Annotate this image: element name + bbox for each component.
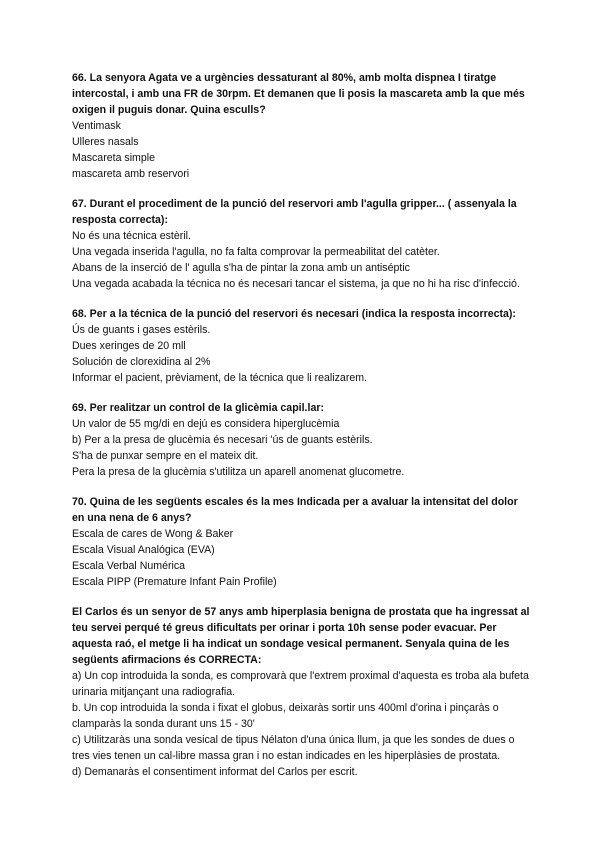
question-title: 70. Quina de les següents escales és la mes Indicada per a avaluar la intensitat del dolor en una nena de 6 anys?	[72, 496, 518, 524]
answer-option: b) Per a la presa de glucèmia és necesari 'ús de guants estèrils.	[72, 434, 373, 446]
question-67	[72, 196, 532, 292]
answer-option: Una vegada acabada la técnica no és necesari tancar el sistema, ja que no hi ha risc d'infecció.	[72, 278, 520, 290]
answer-options	[72, 668, 532, 780]
answer-option: Escala PIPP (Premature Infant Pain Profile)	[72, 576, 277, 588]
case-question-carlos	[72, 604, 532, 780]
answer-option: Pera la presa de la glucèmia s'utilitza un aparell anomenat glucometre.	[72, 466, 405, 478]
answer-option: Escala de cares de Wong & Baker	[72, 528, 234, 540]
answer-options	[72, 526, 532, 590]
question-title: 69. Per realitzar un control de la glicèmia capil.lar:	[72, 402, 324, 414]
answer-option: Ventimask	[72, 120, 121, 132]
question-69	[72, 400, 532, 480]
answer-option: Escala Verbal Numérica	[72, 560, 186, 572]
question-title: El Carlos és un senyor de 57 anys amb hiperplasia benigna de prostata que ha ingressat al teu servei perqué té greus dificultats per orinar i porta 10h sense poder evacuar. Per aquesta raó, el metge li ha indicat un sondage vesical permanent. Senyala quina de les següents afirmacions és CORRECTA:	[72, 606, 530, 666]
question-68	[72, 306, 532, 386]
document-page	[72, 70, 532, 794]
answer-option: Una vegada inserida l'agulla, no fa falta comprovar la permeabilitat del catèter.	[72, 246, 440, 258]
answer-option: mascareta amb reservori	[72, 168, 190, 180]
question-66	[72, 70, 532, 182]
question-title: 67. Durant el procediment de la punció del reservori amb l'agulla gripper... ( assenyala la resposta correcta):	[72, 198, 517, 226]
answer-option: Abans de la inserció de l' agulla s'ha de pintar la zona amb un antiséptic	[72, 262, 410, 274]
question-title: 68. Per a la técnica de la punció del reservori és necesari (indica la resposta incorrecta):	[72, 308, 516, 320]
answer-option: Informar el pacient, prèviament, de la técnica que li realizarem.	[72, 372, 368, 384]
answer-option: d) Demanaràs el consentiment informat del Carlos per escrit.	[72, 766, 358, 778]
answer-options	[72, 416, 532, 480]
answer-option: Mascareta simple	[72, 152, 156, 164]
answer-option: Ulleres nasals	[72, 136, 139, 148]
answer-option: Escala Visual Analógica (EVA)	[72, 544, 215, 556]
answer-options	[72, 322, 532, 386]
answer-option: Solución de clorexidina al 2%	[72, 356, 211, 368]
answer-option: No és una técnica estèril.	[72, 230, 191, 242]
answer-option: c) Utilitzaràs una sonda vesical de tipus Nélaton d'una única llum, ja que les sondes de dues o tres vies tenen un cal-libre massa gran i no estan indicades en les hiperplàsies de prostata.	[72, 734, 515, 762]
answer-option: Un valor de 55 mg/di en dejú es considera hiperglucèmia	[72, 418, 340, 430]
question-70	[72, 494, 532, 590]
answer-options	[72, 228, 532, 292]
answer-options	[72, 118, 532, 182]
answer-option: S'ha de punxar sempre en el mateix dit.	[72, 450, 259, 462]
answer-option: Dues xeringes de 20 mll	[72, 340, 186, 352]
question-title: 66. La senyora Agata ve a urgències dessaturant al 80%, amb molta dispnea I tiratge intercostal, i amb una FR de 30rpm. Et demanen que li posis la mascareta amb la que més oxigen il puguis donar. Quina esculls?	[72, 72, 525, 116]
answer-option: a) Un cop introduida la sonda, es comprovarà que l'extrem proximal d'aquesta es troba ala bufeta urinaria mitjançant una radiografia.	[72, 670, 529, 698]
answer-option: b. Un cop introduida la sonda i fixat el globus, deixaràs sortir uns 400ml d'orina i pinçaràs o clamparàs la sonda durant uns 15 - 30'	[72, 702, 499, 730]
answer-option: Ús de guants i gases estèrils.	[72, 324, 211, 336]
